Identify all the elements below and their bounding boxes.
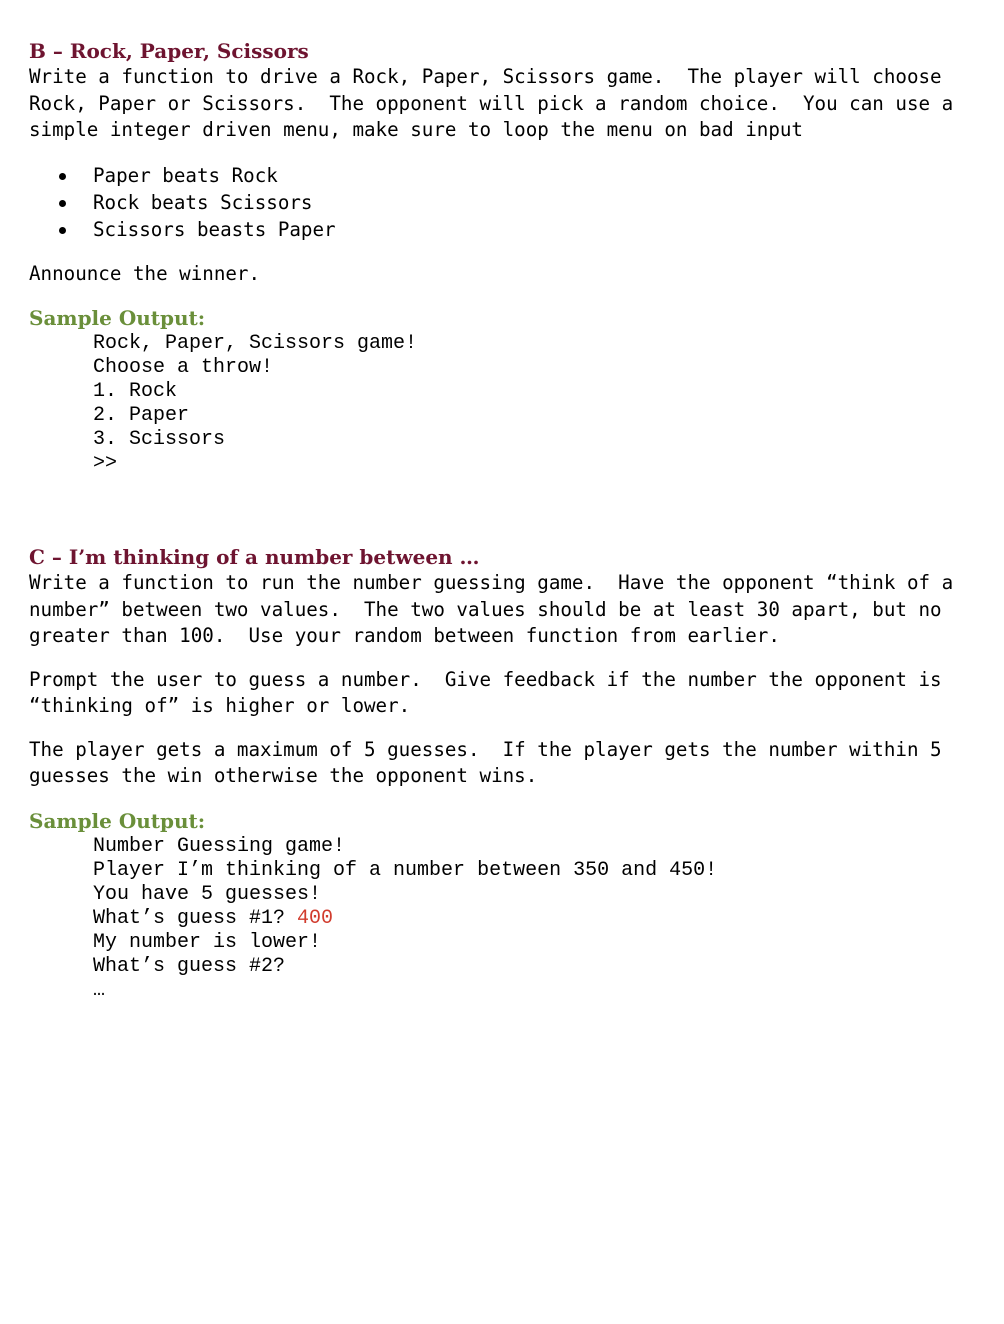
code-line: 2. Paper [93,404,190,427]
section-b-line-3: simple integer driven menu, make sure to loop the menu on bad input [29,118,803,141]
document-page [29,36,979,1003]
section-c-paragraph-1 [29,570,979,650]
code-line [93,907,979,931]
section-c-p3-line-1: The player gets a maximum of 5 guesses. If the player gets the number within 5 [29,737,942,761]
section-c-sample-output [93,835,979,1003]
section-b-line-2: Rock, Paper or Scissors. The opponent will pick a random choice. You can use a [29,91,954,115]
code-line: … [93,978,106,1002]
section-c-p1-line-3: greater than 100. Use your random between function from earlier. [29,624,780,647]
code-line: Rock, Paper, Scissors game! [93,332,418,355]
list-item [29,216,979,243]
code-line: 3. Scissors [93,428,226,451]
list-item [29,189,979,216]
bullet-icon [59,227,66,234]
code-line: Player I’m thinking of a number between 350 and 450! [93,858,718,882]
code-line: Choose a throw! [93,356,274,379]
section-c-p1-line-1: Write a function to run the number guessing game. Have the opponent “think of a [29,571,954,594]
code-line: What’s guess #2? [93,954,286,978]
code-line: 1. Rock [93,380,178,403]
section-c-paragraph-3 [29,737,979,790]
section-c-sample-label: Sample Output: [29,808,206,833]
code-line: My number is lower! [93,930,322,954]
section-c-p3-line-2: guesses the win otherwise the opponent wins. [29,764,538,787]
section-c-p2-line-1: Prompt the user to guess a number. Give feedback if the number the opponent is [29,667,942,691]
rule-text: Scissors beasts Paper [93,217,336,241]
bullet-icon [59,173,66,180]
section-b-sample-label: Sample Output: [29,306,206,330]
section-c-title: C – I’m thinking of a number between … [29,545,480,569]
guess-prompt: What’s guess #1? [93,906,298,930]
section-b-title: B – Rock, Paper, Scissors [29,39,309,63]
section-b-line-1: Write a function to drive a Rock, Paper, Scissors game. The player will choose [29,65,942,88]
code-line: >> [93,452,118,475]
rule-text: Paper beats Rock [93,163,278,187]
code-line: Number Guessing game! [93,834,346,858]
section-c-p1-line-2: number” between two values. The two values should be at least 30 apart, but no [29,597,942,621]
user-input-value: 400 [297,906,334,930]
section-c-paragraph-2 [29,667,979,720]
rule-text: Rock beats Scissors [93,190,313,214]
bullet-icon [59,200,66,207]
rules-list [29,162,979,243]
section-c-p2-line-2: “thinking of” is higher or lower. [29,694,411,717]
code-line: You have 5 guesses! [93,882,322,906]
list-item [29,162,979,189]
section-b-sample-output [93,332,979,476]
announce-winner-text: Announce the winner. [29,261,261,285]
section-b-paragraph [29,64,979,144]
